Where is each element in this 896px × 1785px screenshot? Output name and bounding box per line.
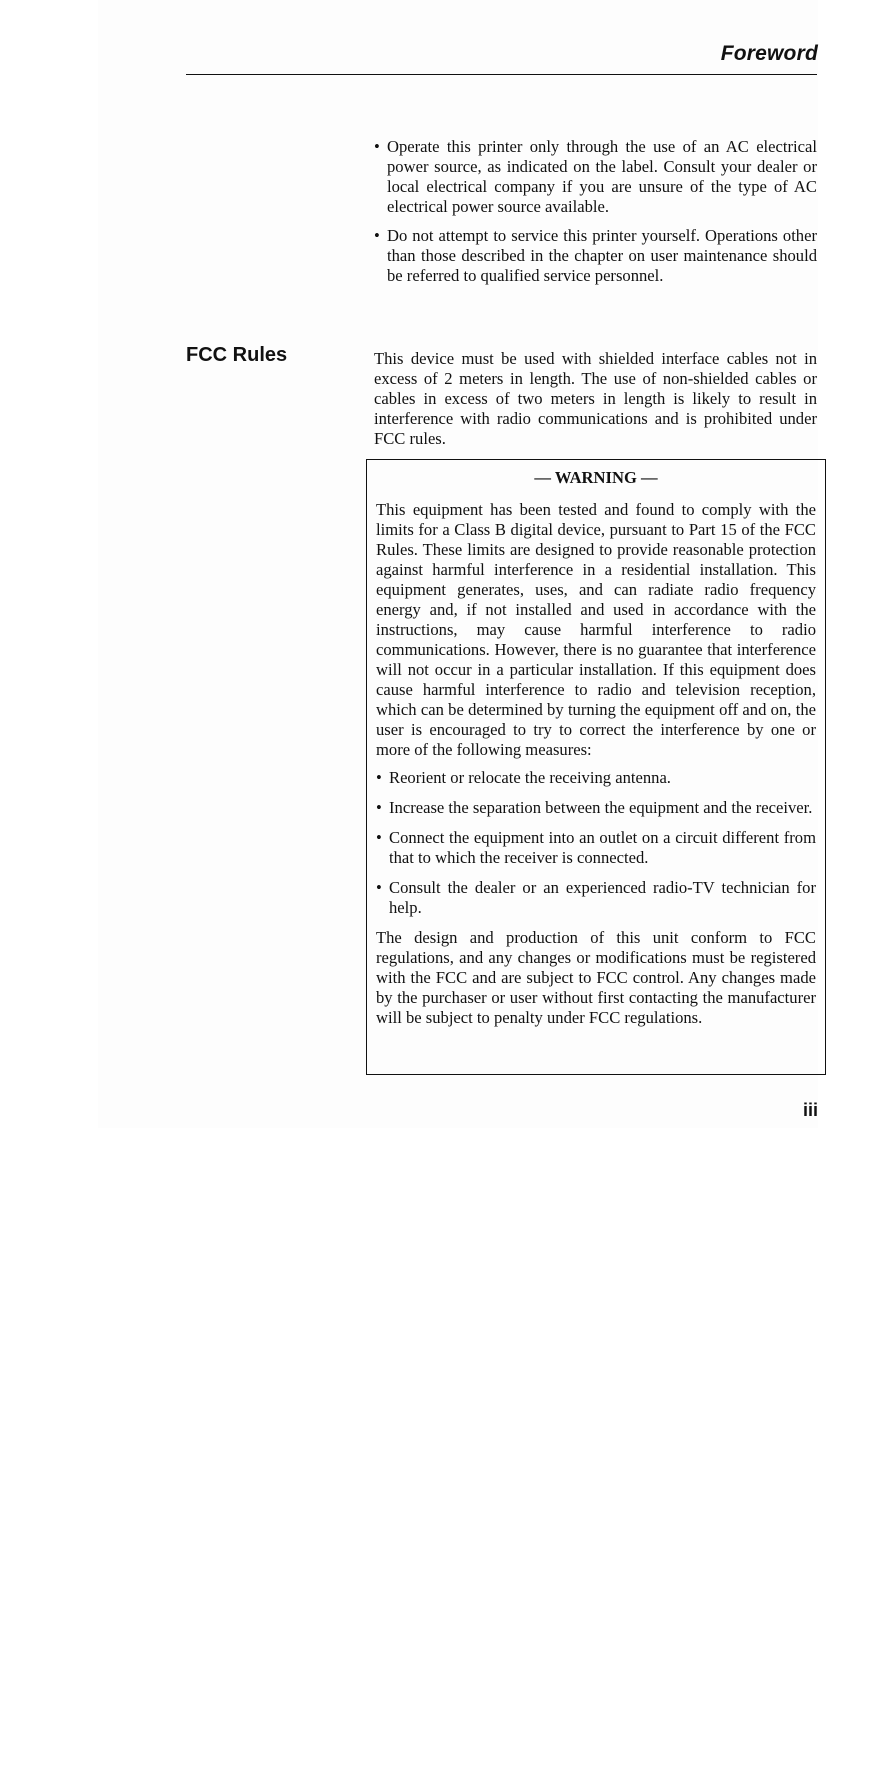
measure-item: • Connect the equipment into an outlet on a circuit different from that to which the receiver is connected.: [376, 828, 816, 868]
measure-item: • Reorient or relocate the receiving antenna.: [376, 768, 816, 788]
measure-item: • Increase the separation between the equipment and the receiver.: [376, 798, 816, 818]
page-number: iii: [802, 1100, 818, 1120]
warning-paragraph: This equipment has been tested and found to comply with the limits for a Class B digital device, pursuant to Part 15 of the FCC Rules. These limits are designed to provide reasonable protection against harmful interference in a residential installation. This equipment generates, uses, and can radiate radio frequency energy and, if not installed and used in accordance with the instructions, may cause harmful interference to radio communications. However, there is no guarantee that interference will not occur in a particular installation. If this equipment does cause harmful interference to radio and television reception, which can be determined by turning the equipment off and on, the user is encouraged to try to correct the interference by one or more of the following measures:: [376, 500, 816, 759]
warning-closing-paragraph: The design and production of this unit conform to FCC regulations, and any changes or modifications must be registered with the FCC and are subject to FCC control. Any changes made by the purchaser or user without first contacting the manufacturer will be subject to penalty under FCC regulations.: [376, 928, 816, 1027]
section-intro-paragraph: This device must be used with shielded interface cables not in excess of 2 meters in length. The use of non-shielded cables or cables in excess of two meters in length is likely to result in interference with radio communications and is prohibited under FCC rules.: [374, 349, 817, 448]
safety-bullet-list: [374, 137, 817, 295]
safety-bullet-item: • Operate this printer only through the use of an AC electrical power source, as indicated on the label. Consult your dealer or local electrical company if you are unsure of the type of AC electrical power source available.: [374, 137, 817, 217]
measure-item: • Consult the dealer or an experienced radio-TV technician for help.: [376, 878, 816, 918]
warning-title: — WARNING —: [534, 468, 658, 487]
header-rule: [186, 74, 817, 75]
safety-bullet-item: • Do not attempt to service this printer yourself. Operations other than those described in the chapter on user maintenance should be referred to qualified service personnel.: [374, 226, 817, 286]
section-heading: FCC Rules: [186, 344, 288, 366]
warning-box: [366, 459, 826, 1075]
running-header-title: Foreword: [720, 42, 818, 65]
measures-list: [376, 768, 816, 918]
